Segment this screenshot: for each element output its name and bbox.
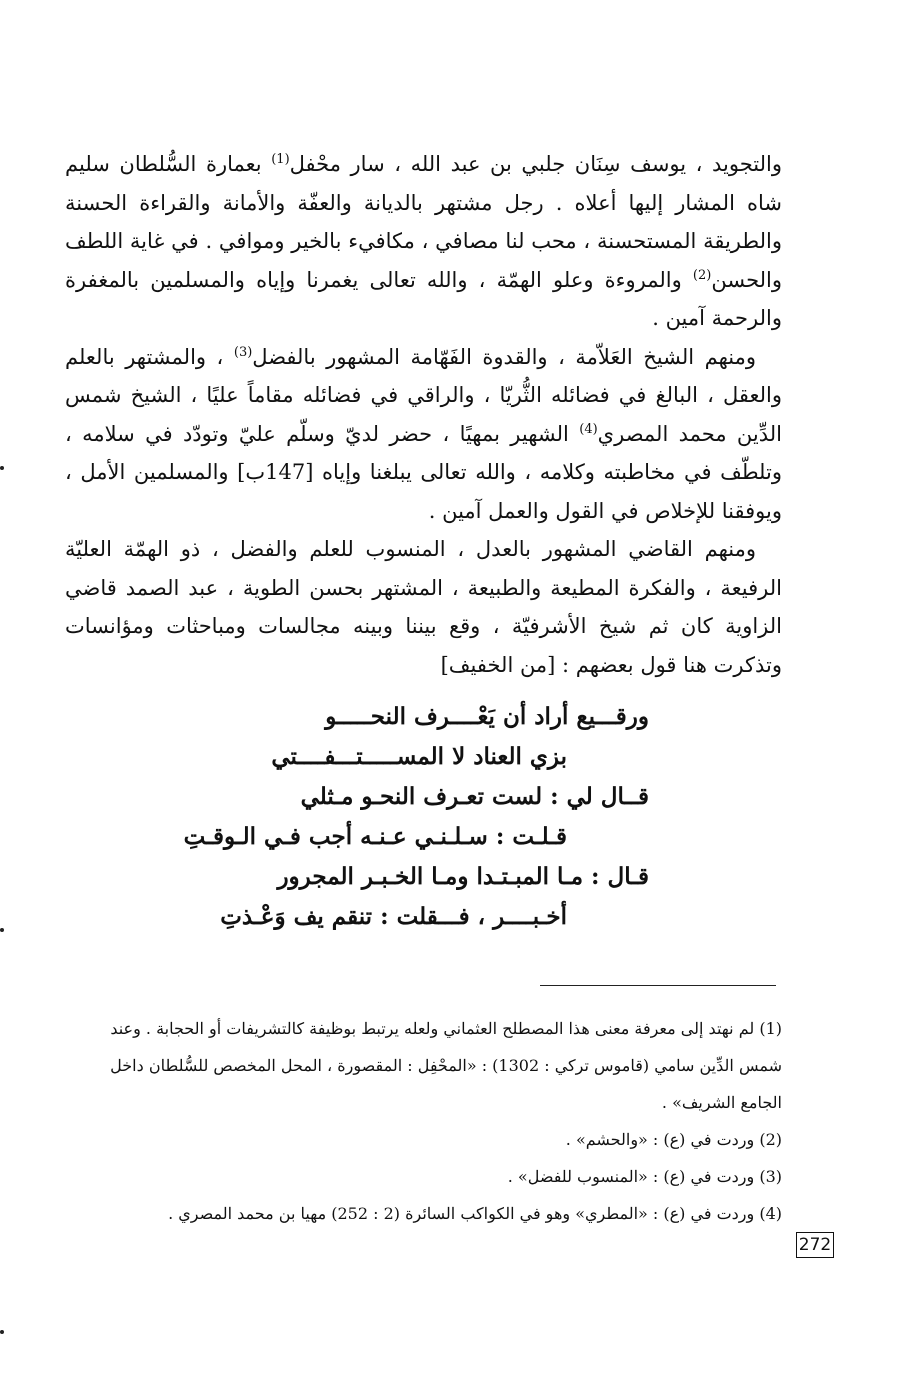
footnote-4 [65, 1195, 782, 1232]
footnote-separator [540, 985, 776, 986]
page-number: 272 [796, 1232, 834, 1258]
footnote-2 [65, 1121, 782, 1158]
footnote-number: (2) [759, 1130, 782, 1149]
footnote-number: (3) [759, 1167, 782, 1186]
poem-line-5: قـال : مـا المبـتـدا ومـا الخـبـر المجرور [277, 863, 649, 890]
footnote-ref-4: (4) [579, 421, 598, 437]
footnote-number: (4) [759, 1204, 782, 1223]
footnote-ref-1: (1) [271, 152, 290, 167]
scan-mark [0, 1330, 4, 1334]
paragraph-2: ومنهم الشيخ العَلاّمة ، والقدوة الفَهّامة المشهور بالفضل$^{(3)}$ ، والمشتهر بالعلم والعقل ، البالغ في فضائله الثُّريّا ، والراقي في فضائله مقاماً عليًا ، الشيخ شمس الدِّين محمد المصري$^{(4)}$ الشهير بمهيًا ، حضر لديّ وسلّم عليّ وتودّد في سلامه ، وتلطّف في مخاطبته وكلامه ، والله تعالى يبلغنا وإياه [147ب] والمسلمين الأمل ، ويوفقنا للإخلاص في القول والعمل آمين . [65, 344, 783, 523]
paragraph-1: والتجويد ، يوسف سِنَان جلبي بن عبد الله ، سار محْفل$^{(1)}$ بعمارة السُّلطان سليم شاه المشار إليها أعلاه . رجل مشتهر بالديانة والعفّة والأمانة والقراءة الحسنة والطريقة المستحسنة ، محب لنا مصافي ، مكافيء بالخير وموافي . في غاية اللطف والحسن$^{(2)}$ والمروءة وعلو الهمّة ، والله تعالى يغمرنا وإياه والمسلمين بالمغفرة والرحمة آمين . [65, 152, 782, 330]
footnote-ref-2: (2) [692, 267, 712, 283]
main-text [65, 145, 782, 684]
footnote-text: وردت في (ع) : «المنسوب للفضل» . [507, 1167, 755, 1186]
poem-line-1: ورقـــيع أراد أن يَعْــــرف النحـــــو [325, 703, 649, 730]
footnote-text: لم نهتد إلى معرفة معنى هذا المصطلح العثماني ولعله يرتبط بوظيفة كالتشريفات أو الحجابة . وعند شمس الدِّين سامي (قاموس تركي : 1302) : «المحْفِل : المقصورة ، المحل المخصص للسُّلطان داخل الجامع الشريف» . [110, 1019, 782, 1112]
poem-line-4: قـلـت : سـلـنـي عـنـه أجب فـي الـوقـتِ [183, 823, 567, 850]
footnote-number: (1) [759, 1019, 782, 1038]
footnote-ref-3: (3) [233, 344, 253, 360]
poem [0, 697, 897, 947]
poem-line-6: أخـبــــر ، فـــقلت : تنقم يف وَعْـذتِ [220, 903, 567, 930]
footnote-text: وردت في (ع) : «والحشم» . [565, 1130, 755, 1149]
footnote-1 [65, 1010, 782, 1121]
scan-mark [0, 928, 4, 932]
footnote-3 [65, 1158, 782, 1195]
poem-line-2: بزي العناد لا المســـــتـــفــــتي [271, 743, 567, 770]
paragraph-3: ومنهم القاضي المشهور بالعدل ، المنسوب للعلم والفضل ، ذو الهمّة العليّة الرفيعة ، والفكرة المطيعة والطبيعة ، المشتهر بحسن الطوية ، عبد الصمد قاضي الزاوية كان ثم شيخ الأشرفيّة ، وقع بيننا وبينه مجالسات ومباحثات ومؤانسات وتذكرت هنا قول بعضهم : [من الخفيف] [65, 537, 782, 677]
footnote-text: وردت في (ع) : «المطري» وهو في الكواكب السائرة (2 : 252) مهيا بن محمد المصري . [168, 1204, 755, 1223]
scan-mark [0, 466, 4, 470]
footnotes [65, 1010, 782, 1232]
poem-line-3: قــال لي : لست تعـرف النحـو مـثلي [300, 783, 649, 810]
